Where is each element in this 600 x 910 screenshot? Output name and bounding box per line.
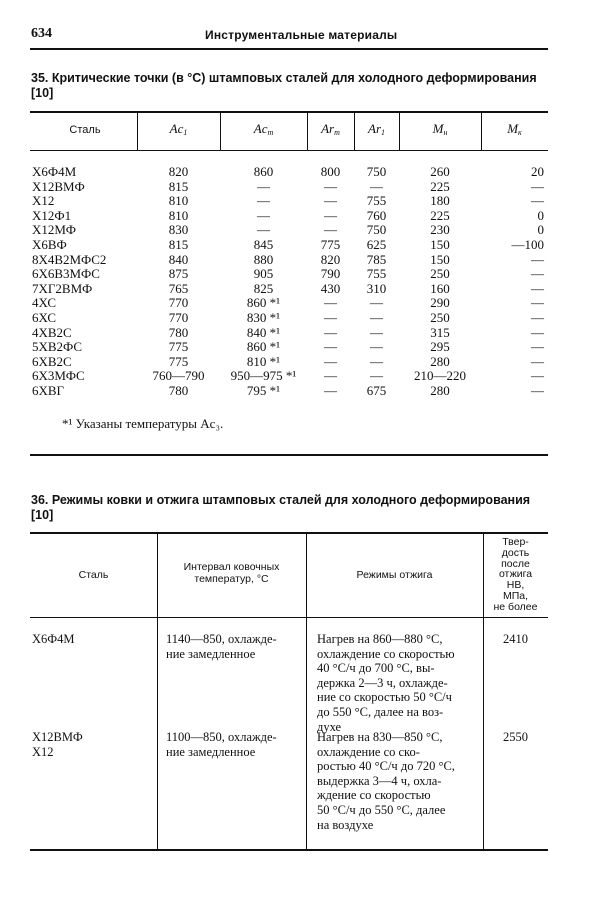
table35-cell: 260 <box>430 164 450 179</box>
table35-cell: 780 <box>168 383 189 398</box>
header-rule <box>30 48 548 50</box>
footnote-text: Указаны температуры Ac₃. <box>75 416 224 431</box>
table35-cell: — <box>531 310 544 325</box>
table35-cell: 225 <box>430 207 450 223</box>
table35-cell: 295 <box>430 339 450 355</box>
table35-cell: — <box>324 339 337 355</box>
table35-cell: 755 <box>366 193 387 209</box>
table35-cell-steel: Х12Ф1 <box>32 207 72 223</box>
text-line: Нагрев на 830—850 °С, <box>317 730 443 744</box>
table35-cell: — <box>324 222 337 238</box>
table35-cell-steel: Х6Ф4М <box>32 164 77 179</box>
table35-cell: 0 <box>537 222 544 238</box>
table35-cell-steel: Х12МФ <box>32 222 77 238</box>
table36-row1-steel: Х6Ф4М <box>32 632 75 646</box>
table35-cell: 150 <box>430 251 450 267</box>
table35-cell: 290 <box>430 295 450 311</box>
table35-cell: 250 <box>430 266 450 282</box>
table35-cell-steel: 6Х3МФС <box>32 368 85 384</box>
table35-col-steel: Сталь <box>69 124 101 136</box>
text-line: МПа, <box>502 589 529 602</box>
table35-cell: 760 <box>366 207 387 223</box>
table35-cell: — <box>257 193 270 209</box>
table35-cell: 880 <box>253 251 274 267</box>
table35-cell: 815 <box>168 237 189 252</box>
table35-cell: —100 <box>511 237 544 252</box>
table36-top-rule <box>30 532 548 534</box>
text-line: отжига <box>498 568 533 581</box>
table36-row2-annealing <box>317 730 479 832</box>
table35-cell: — <box>531 266 544 282</box>
table35-cell: 790 <box>320 266 341 282</box>
table35-cell: — <box>324 178 337 194</box>
table35-cell: 230 <box>430 222 450 238</box>
table35-cell: — <box>531 251 544 267</box>
table36-row1-forging <box>166 632 302 661</box>
text-line: 1140—850, охлажде- <box>166 632 277 646</box>
table36-bottom-rule <box>30 849 548 851</box>
table35-cell: 210—220 <box>414 368 466 384</box>
table36-row1-hardness: 2410 <box>503 632 528 646</box>
table35-cell: 755 <box>366 266 387 282</box>
table36-title-line2: [10] <box>31 508 54 522</box>
table35-cell: 280 <box>430 353 450 369</box>
table35-cell: — <box>531 368 544 384</box>
table35-cell: 800 <box>320 164 341 179</box>
text-line: ние замедленное <box>166 646 256 661</box>
table35-cell: 810 *¹ <box>246 353 281 369</box>
table35-cell: 815 <box>168 178 189 194</box>
text-line: 50 °С/ч до 550 °С, далее <box>317 802 446 817</box>
table35-cell: 810 <box>168 207 189 223</box>
table35-cell: — <box>531 193 544 209</box>
table35-col-mk: $M_к$ <box>507 121 522 137</box>
table35-cell: 775 <box>320 237 341 252</box>
table35-cell: — <box>531 324 544 340</box>
table36-title-line1: 36. Режимы ковки и отжига штамповых сталей для холодного деформирования <box>31 493 531 507</box>
text-line: Х12ВМФ <box>32 730 83 744</box>
table35-cell: — <box>324 368 337 384</box>
table36-row1-annealing <box>317 632 479 734</box>
table35-cell: 225 <box>430 178 450 194</box>
table35-cell-steel: 5ХВ2ФС <box>32 339 83 355</box>
table35-cell: 0 <box>537 207 544 223</box>
table35-cell: 875 <box>168 266 189 282</box>
table35-cell-steel: Х12 <box>32 193 55 209</box>
table35-cell: — <box>370 310 383 325</box>
text-line: держка 2—3 ч, охлажде- <box>317 675 448 690</box>
table35-cell: 160 <box>430 280 450 296</box>
table35-cell: — <box>531 353 544 369</box>
table35-cell: 860 <box>253 164 274 179</box>
text-line: Х12 <box>32 744 54 759</box>
table35-cell: 840 *¹ <box>246 324 281 340</box>
table36-row2-hardness: 2550 <box>503 730 528 744</box>
table35-cell: 820 <box>320 251 341 267</box>
table35-cell: — <box>324 295 337 311</box>
table36-row2-steel <box>32 730 83 759</box>
text-line: ждение со скоростью <box>317 788 431 803</box>
table35-cell: — <box>531 339 544 355</box>
table35-cell: 950—975 *¹ <box>230 368 297 384</box>
page-number: 634 <box>31 26 52 41</box>
table35-cell: — <box>257 207 270 223</box>
table35-cell: 770 <box>168 310 189 325</box>
text-line: Твер- <box>502 536 529 548</box>
table35-cell: — <box>370 178 383 194</box>
table35-cell: — <box>370 295 383 311</box>
text-line: НВ, <box>506 579 525 592</box>
table35-cell-steel: 6ХВГ <box>32 383 65 398</box>
table35-cell-steel: Х12ВМФ <box>32 178 85 194</box>
table35-cell: 775 <box>168 353 189 369</box>
table35-col-acm: $Ac_m$ <box>253 121 274 137</box>
table35-title <box>31 71 561 101</box>
table35-cell: 860 *¹ <box>246 295 281 311</box>
text-line: Нагрев на 860—880 °С, <box>317 632 443 646</box>
table35-cell: — <box>324 383 337 398</box>
table35-cell-steel: 6ХВ2С <box>32 353 72 369</box>
table35-title-line1: 35. Критические точки (в °С) штамповых сталей для холодного деформирования <box>31 71 537 85</box>
table35-cell-steel: 4ХВ2С <box>32 324 72 340</box>
table35-cell: — <box>531 280 544 296</box>
text-line: ние со скоростью 50 °С/ч <box>317 690 452 705</box>
table35-cell-steel: 6ХС <box>32 310 57 325</box>
table35-cell: 795 *¹ <box>246 383 281 398</box>
table36-col-forging-line2: температур, °С <box>194 572 269 585</box>
table35-cell-steel: 6Х6В3МФС <box>32 266 100 282</box>
table35-cell-steel: Х6ВФ <box>32 237 67 252</box>
table35-cell: 310 <box>366 280 387 296</box>
table35-cell-steel: 8Х4В2МФС2 <box>32 251 107 267</box>
text-line: 1100—850, охлажде- <box>166 730 277 744</box>
table35-cell: 860 *¹ <box>246 339 281 355</box>
text-line: не более <box>493 600 538 613</box>
text-line: охлаждение со ско- <box>317 744 420 759</box>
table35-title-line2: [10] <box>31 86 54 100</box>
table35-cell: — <box>324 310 337 325</box>
table35-top-rule <box>30 111 548 113</box>
footnote-mark: *¹ <box>62 416 73 431</box>
text-line: ние замедленное <box>166 744 256 759</box>
table35-cell: 765 <box>168 280 189 296</box>
table35-cell: 250 <box>430 310 450 325</box>
table35-cell: 770 <box>168 295 189 311</box>
table36-header-rule <box>30 617 548 618</box>
table35-cell: 825 <box>253 280 274 296</box>
table35-col-mn: $M_н$ <box>432 121 448 137</box>
table35-footnote <box>62 416 223 432</box>
table36-col-steel: Сталь <box>78 569 109 581</box>
table35-cell: 830 *¹ <box>246 310 281 325</box>
table35-cell: 830 <box>168 222 189 238</box>
table36-row2-forging <box>166 730 302 759</box>
text-line: 40 °С/ч до 700 °С, вы- <box>317 661 435 676</box>
table35-cell: 280 <box>430 383 450 398</box>
table35-cell: — <box>531 295 544 311</box>
table35-cell: — <box>324 324 337 340</box>
table35-cell: — <box>370 368 383 384</box>
table35-cell: 180 <box>430 193 450 209</box>
text-line: дость <box>501 546 530 559</box>
table35-header-rule <box>30 150 548 151</box>
table35-cell: 775 <box>168 339 189 355</box>
text-line: выдержка 3—4 ч, охла- <box>317 773 442 788</box>
table35-cell: 625 <box>366 237 387 252</box>
table35-cell: 810 <box>168 193 189 209</box>
table36-col-hardness <box>483 537 548 613</box>
text-line: охлаждение со скоростью <box>317 646 455 661</box>
table35-cell: — <box>324 193 337 209</box>
table35-cell: 430 <box>320 280 341 296</box>
table35-cell: — <box>324 353 337 369</box>
table36-title <box>31 493 561 523</box>
table35-cell: — <box>257 222 270 238</box>
table35-cell: 760—790 <box>152 368 205 384</box>
running-title: Инструментальные материалы <box>205 28 398 42</box>
table36-col-forging <box>157 562 306 585</box>
table35-cell: 780 <box>168 324 189 340</box>
table35-cell: — <box>324 207 337 223</box>
table36-col-annealing: Режимы отжига <box>356 569 433 581</box>
text-line: до 550 °С, далее на воз- <box>317 704 444 719</box>
table35-cell: — <box>370 339 383 355</box>
table35-col-arm: $Ar_m$ <box>321 121 340 137</box>
table35-cell: 315 <box>430 324 450 340</box>
table35-cell: 840 <box>168 251 189 267</box>
table35-col-ar1: $Ar_1$ <box>368 121 385 137</box>
table35-col-ac1: $Ac_1$ <box>169 121 188 137</box>
table35-cell-steel: 4ХС <box>32 295 57 311</box>
table35-cell: 750 <box>366 164 387 179</box>
table35-cell: — <box>257 178 270 194</box>
table35-cell: 845 <box>253 237 274 252</box>
text-line: духе <box>317 719 342 734</box>
table35-cell: 675 <box>366 383 387 398</box>
table35-cell: 820 <box>168 164 189 179</box>
table35-cell: 785 <box>366 251 387 267</box>
table35-cell-steel: 7ХГ2ВМФ <box>32 280 93 296</box>
text-line: ростью 40 °С/ч до 720 °С, <box>317 759 455 774</box>
table35-cell: — <box>531 178 544 194</box>
table35-cell: 750 <box>366 222 387 238</box>
table35-cell: 905 <box>253 266 274 282</box>
table35-cell: 150 <box>430 237 450 252</box>
table35-cell: — <box>370 324 383 340</box>
table35-cell: — <box>531 383 544 398</box>
text-line: после <box>501 557 530 570</box>
text-line: на воздухе <box>317 817 374 832</box>
table35-cell: — <box>370 353 383 369</box>
table35-bottom-rule <box>30 454 548 456</box>
table35-cell: 20 <box>531 164 544 179</box>
table36-col-forging-line1: Интервал ковочных <box>183 561 280 573</box>
